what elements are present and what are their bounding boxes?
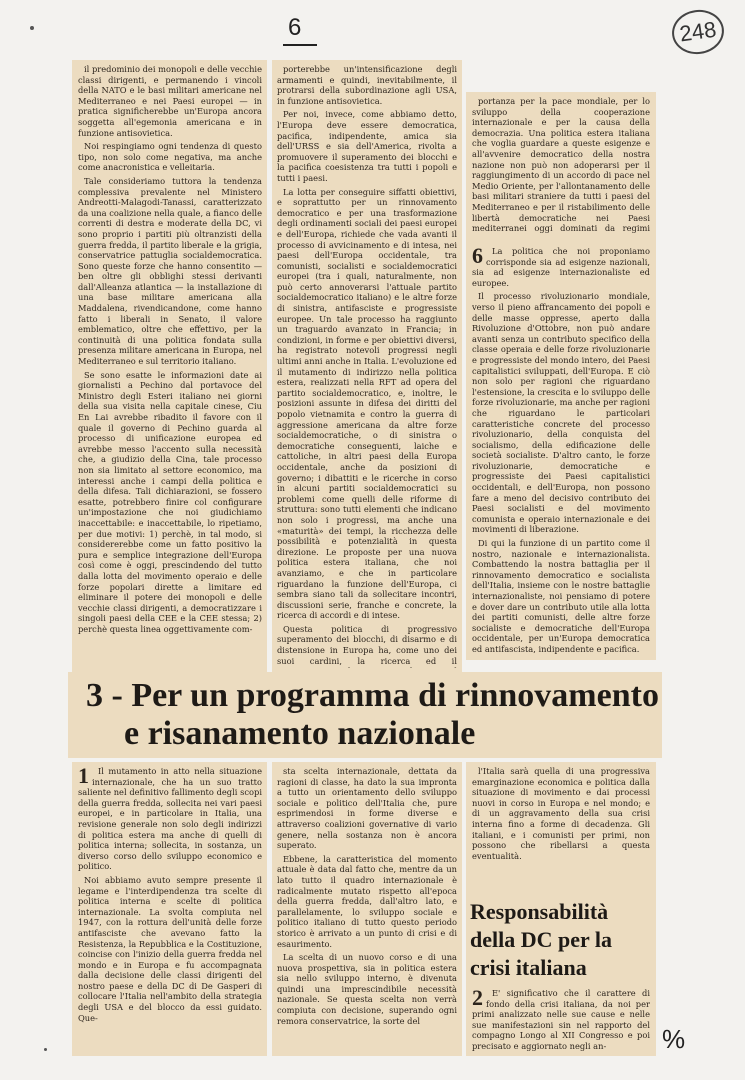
paragraph: E' significativo che il carattere di fondo della crisi italiana, da noi per primi analizzato nelle sue cause e nelle sue manifestazioni sin nel rapporto del compagno Longo al XII Congresso e poi precisato e aggiornato negli an- xyxy=(472,988,650,1051)
folio-number-stamp: 248 xyxy=(669,7,727,58)
article-column-6a xyxy=(472,766,650,884)
article-column-5 xyxy=(277,766,457,1052)
paragraph: Il mutamento in atto nella situazione internazionale, che ha un suo tratto saliente nel definitivo fallimento degli scopi della guerra fredda, sollecita nei vari paesi europei, e in particolare in Italia, una revisione generale non solo degli indirizzi di politica estera ma anche di quelli di politica interna; sollecita, in sostanza, un diverso corso dello sviluppo economico e politico. xyxy=(78,766,262,872)
paragraph: Noi abbiamo avuto sempre presente il legame e l'interdipendenza tra scelte di politica interna e scelte di politica internazionale. La svolta compiuta nel 1947, con la rottura dell'unità delle forze antifasciste che avevano fatto la Resistenza, la Repubblica e la Costituzione, coincise con l'inizio della guerra fredda nel mondo e in Europa e fu accompagnata dalla decisione delle classi dirigenti del nostro paese e della DC di De Gasperi di collocare l'Italia nell'ambito della strategia degli USA e del blocco da essi guidato. Que- xyxy=(78,874,262,1023)
section-number-2: 2 xyxy=(472,988,483,1010)
paragraph: Di qui la funzione di un partito come il nostro, nazionale e internazionalista. Combattendo la nostra battaglia per il rinnovamento democratico e socialista dell'Italia, insieme con le nostre battaglie internazionaliste, noi pensiamo di potere e dover dare un contributo utile alla lotta dei partiti comunisti, delle altre forze socialiste e democratiche dell'Europa occidentale, per un'Europa democratica ed antifascista, indipendente e pacifica. xyxy=(472,538,650,654)
page-number-underline xyxy=(283,44,317,46)
paragraph: Il processo rivoluzionario mondiale, verso il pieno affrancamento dei popoli e delle masse oppresse, aperto dalla Rivoluzione d'Ottobre, non può andare avanti senza un contributo specifico della classe operaia e delle forze rivoluzionarie e progressiste del mondo intero, dei Paesi capitalistici sviluppati, dell'Europa. E ciò non solo per ragioni che riguardano l'estensione, la crescita e lo sviluppo delle forze rivoluzionarie, ma anche per ragioni che riguardano le particolari caratteristiche concrete del processo rivoluzionario, della conquista del socialismo, della edificazione delle società socialiste. D'altro canto, le forze rivoluzionarie, democratiche e progressiste dei Paesi capitalistici occidentali, e dell'Europa, non possono fare a meno del decisivo contributo dei Paesi socialisti e del movimento comunista e operaio internazionale e dei movimenti di liberazione. xyxy=(472,291,650,535)
article-column-6b xyxy=(472,988,650,1052)
section-number-6: 6 xyxy=(472,246,483,268)
handwritten-percent-mark: % xyxy=(662,1024,686,1054)
column-3b-text xyxy=(472,246,650,655)
paragraph: La scelta di un nuovo corso e di una nuova prospettiva, sia in politica estera sia nello sviluppo interno, è divenuta quindi una imprescindibile necessità nazionale. Se questa scelta non verrà compiuta con decisione, superando ogni remora conservatrice, la sorte del xyxy=(277,952,457,1026)
article-column-3b xyxy=(472,246,650,656)
headline-line-2: e risanamento nazionale xyxy=(124,715,476,752)
paragraph: Questa politica di progressivo superamento dei blocchi, di disarmo e di distensione in Europa ha, come uno dei suoi cardini, la ricerca ed il xyxy=(277,623,457,666)
margin-dot xyxy=(30,26,34,30)
article-column-4 xyxy=(78,766,262,1052)
paragraph: Noi respingiamo ogni tendenza di questo tipo, non solo come negativa, ma anche come anacronistica e velleitaria. xyxy=(78,141,262,173)
paragraph: il predominio dei monopoli e delle vecchie classi dirigenti, e permanendo i vincoli della NATO e le basi militari americane nel Mediterraneo e nei Paesi europei — in pratica significherebbe un'Europa ancora soggetta all'egemonia americana e in funzione antisovietica. xyxy=(78,64,262,138)
paragraph: La politica che noi proponiamo corrisponde sia ad esigenze nazionali, sia ad esigenze internazionaliste ed europee. xyxy=(472,246,650,288)
paragraph: Per noi, invece, come abbiamo detto, l'Europa deve essere democratica, pacifica, indipendente, amica sia dell'URSS e sia dell'America, rivolta a promuovere il superamento dei blocchi e la pacifica coesistenza tra tutti i popoli e tutti i paesi. xyxy=(277,109,457,183)
column-6b-text xyxy=(472,988,650,1052)
margin-dot xyxy=(44,1048,47,1051)
paragraph: porterebbe un'intensificazione degli armamenti e quindi, inevitabilmente, il protrarsi della subordinazione agli USA, in funzione antisovietica. xyxy=(277,64,457,106)
paragraph: Se sono esatte le informazioni date ai giornalisti a Pechino dal portavoce del Ministro degli Esteri italiano nei giorni della sua visita nella capitale cinese, Ciu En Lai avrebbe ribadito il favore con il quale il governo di Pechino guarda al processo di unificazione europea ed avrebbe messo l'accento sulla necessità che, a giudizio della Cina, tale processo non sia limitato al settore economico, ma interessi anche i campi della politica e della difesa. Tali dichiarazioni, se fossero esatte, potrebbero finire col configurare un'impostazione che noi giudichiamo inaccettabile: e inaccettabile, lo ripetiamo, per due motivi: 1) perchè, in tal modo, si considererebbe come un fatto positivo la pura e semplice integrazione dell'Europa così come è oggi, prescindendo del tutto dalla lotta del movimento operaio e delle forze popolari dirette a limitare ed eliminare il potere dei monopoli e delle vecchie classi dirigenti, a democratizzare i singoli paesi della CEE e la CEE stessa; 2) perchè questa linea oggettivamente com- xyxy=(78,369,262,634)
paragraph: sta scelta internazionale, dettata da ragioni di classe, ha dato la sua impronta a tutto un orientamento dello sviluppo sociale e politico dell'Italia che, pure esprimendosi in forme diverse e attraverso coalizioni governative di vario genere, nella sostanza non è ancora superato. xyxy=(277,766,457,851)
article-column-3a xyxy=(472,96,650,234)
section-number-1: 1 xyxy=(78,766,89,788)
paragraph: La lotta per conseguire siffatti obiettivi, e soprattutto per un rinnovamento democratico e per una trasformazione degli ordinamenti sociali dei paesi europei e dell'Europa, richiede che vada avanti il processo di avvicinamento e di intesa, nei paesi dell'Europa occidentale, tra comunisti, socialisti e socialdemocratici europei (tra i quali, naturalmente, non può certo annoverarsi l'attuale partito socialdemocratico italiano) e le altre forze di sinistra, antifasciste e progressiste europee. Un tale processo ha raggiunto un traguardo avanzato in Francia; in condizioni, in forme e per obiettivi diversi, ha registrato notevoli progressi negli ultimi anni anche in Italia. L'evoluzione ed il mutamento di indirizzo nella politica estera, realizzati nella RFT ad opera del partito socialdemocratico, e, inoltre, le posizioni assunte in difesa dei diritti del popolo vietnamita e contro la guerra di aggressione americana da altre forze socialdemocratiche, o di sinistra o democratiche conseguenti, laiche e cattoliche, in altri paesi della Europa occidentale, anche da posizioni di governo; i dibattiti e le ricerche in corso in alcuni partiti socialdemocratici su problemi come quelli delle riforme di struttura: sono tutti elementi che indicano non solo i progressi, ma anche una «maturità» dei tempi, la ricchezza delle possibilità e potenzialità in questa direzione. Le proposte per una nuova politica estera italiana, che noi avanziamo, e che in particolare riguardano la funzione dell'Europa, ci sembra siano tali da sollecitare incontri, discussioni serie, franche e concrete, la ricerca di accordi e di intese. xyxy=(277,186,457,621)
article-column-1 xyxy=(78,64,262,668)
page-number-mark: 6 xyxy=(288,14,302,41)
paragraph: l'Italia sarà quella di una progressiva emarginazione economica e politica dalla situazione di movimento e dai processi nuovi in corso in Europa e nel mondo; e di un aggravamento della sua crisi interna fino a forme di decadenza. Gli italiani, e i comunisti per primi, non possono che ribellarsi a questa eventualità. xyxy=(472,766,650,861)
paragraph: portanza per la pace mondiale, per lo sviluppo della cooperazione internazionale e per la causa della democrazia. Una politica estera italiana che voglia guardare a queste esigenze e all'avvenire democratico della nostra nazione non può non adoperarsi per il raggiungimento di un accordo di pace nel Medio Oriente, per l'allontanamento delle basi militari straniere da tutti i paesi del Mediterraneo e per il ristabilimento delle libertà democratiche nei Paesi mediterranei oggi dominati da regimi xyxy=(472,96,650,234)
paragraph: Ebbene, la caratteristica del momento attuale è data dal fatto che, mentre da un lato tutto il quadro internazionale è radicalmente mutato rispetto all'epoca della guerra fredda, dall'altro lato, e parallelamente, lo sviluppo sociale e politico italiano di tutto questo periodo storico è arrivato a un punto di crisi e di esaurimento. xyxy=(277,853,457,949)
section-subheading: Responsabilità della DC per la crisi italiana xyxy=(470,899,612,980)
headline-line-1: 3 - Per un programma di rinnovamento xyxy=(86,677,659,714)
paragraph: Tale consideriamo tuttora la tendenza complessiva prevalente nel Ministero Andreotti-Malagodi-Tanassi, caratterizzato da una coalizione nella quale, a fianco delle correnti di destra e moderate della DC, vi sono proprio i partiti più oltranzisti della guerra fredda, il partito liberale e la grigia, conservatrice pattuglia socialdemocratica. Sono queste forze che hanno consentito — ben oltre gli obblighi stessi derivanti dall'Alleanza atlantica — la installazione di una base militare americana alla Maddalena, rivendicandone, come hanno fatto i liberali in Senato, il valore emblematico, oltre che effettivo, per la continuità di una politica fondata sulla presenza militare americana in Europa, nel Mediterraneo e sul territorio italiano. xyxy=(78,175,262,367)
article-column-2 xyxy=(277,64,457,668)
column-4-text xyxy=(78,766,262,1023)
